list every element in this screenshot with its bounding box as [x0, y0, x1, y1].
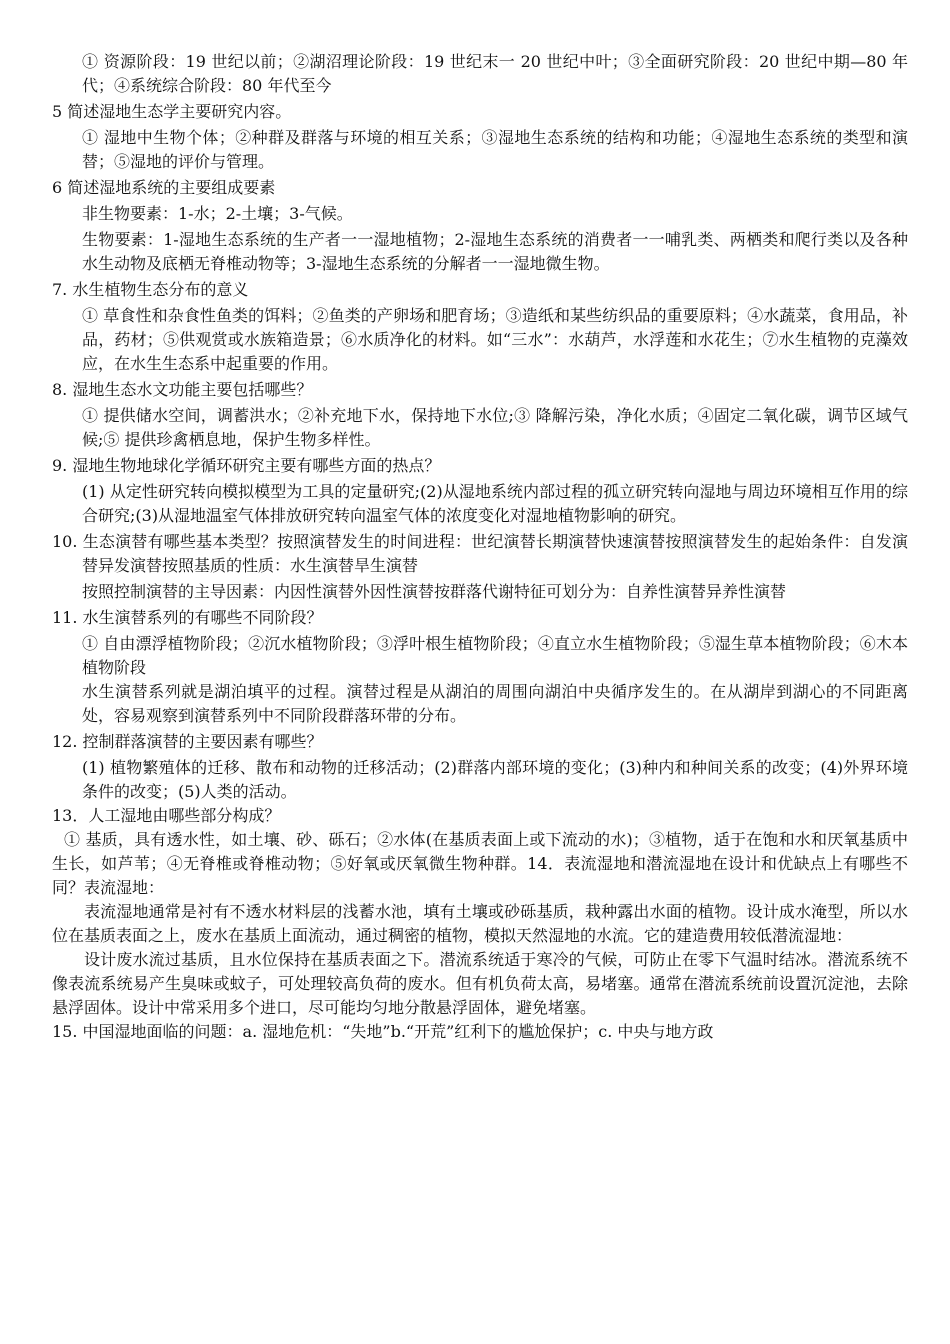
answer-6-abiotic: 非生物要素：1-水；2-土壤；3-气候。	[82, 204, 353, 223]
answer-6-biotic: 生物要素：1-湿地生态系统的生产者一一湿地植物；2-湿地生态系统的消费者一一哺乳类、两栖类和爬行类以及各种水生动物及底栖无脊椎动物等；3-湿地生态系统的分解者一一湿地微生物。	[82, 230, 908, 273]
question-6: 6 简述湿地系统的主要组成要素	[52, 178, 276, 197]
question-15: 15. 中国湿地面临的问题：a. 湿地危机：“失地”b.“开荒”红利下的尴尬保护；c. 中央与地方政	[52, 1022, 714, 1041]
answer-13: ① 基质，具有透水性，如土壤、砂、砾石；②水体(在基质表面上或下流动的水)；③植物，适于在饱和水和厌氧基质中生长，如芦苇；④无脊椎或脊椎动物；⑤好氧或厌氧微生物种群。14．表流湿地和潜流湿地在设计和优缺点上有哪些不同？表流湿地：	[52, 830, 908, 897]
question-7: 7. 水生植物生态分布的意义	[52, 280, 249, 299]
answer-8: ① 提供储水空间，调蓄洪水；②补充地下水，保持地下水位;③ 降解污染，净化水质；④固定二氧化碳，调节区域气候;⑤ 提供珍禽栖息地，保护生物多样性。	[82, 406, 908, 449]
question-12: 12. 控制群落演替的主要因素有哪些？	[52, 732, 323, 751]
answer-11-description: 水生演替系列就是湖泊填平的过程。演替过程是从湖泊的周围向湖泊中央循序发生的。在从湖岸到湖心的不同距离处，容易观察到演替系列中不同阶段群落环带的分布。	[82, 682, 908, 725]
answer-11-stages: ① 自由漂浮植物阶段；②沉水植物阶段；③浮叶根生植物阶段；④直立水生植物阶段；⑤湿生草本植物阶段；⑥木本植物阶段	[82, 634, 908, 677]
question-13: 13．人工湿地由哪些部分构成？	[52, 806, 281, 825]
answer-5: ① 湿地中生物个体；②种群及群落与环境的相互关系；③湿地生态系统的结构和功能；④湿地生态系统的类型和演替；⑤湿地的评价与管理。	[82, 128, 908, 171]
answer-14-surface-flow: 表流湿地通常是衬有不透水材料层的浅蓄水池，填有土壤或砂砾基质，栽种露出水面的植物。设计成水淹型，所以水位在基质表面之上，废水在基质上面流动，通过稠密的植物，模拟天然湿地的水流。它的建造费用较低潜流湿地：	[52, 902, 908, 945]
answer-14-subsurface-flow: 设计废水流过基质，且水位保持在基质表面之下。潜流系统适于寒冷的气候，可防止在零下气温时结冰。潜流系统不像表流系统易产生臭味或蚊子，可处理较高负荷的废水。但有机负荷太高，易堵塞。通常在潜流系统前设置沉淀池，去除悬浮固体。设计中常采用多个进口，尽可能均匀地分散悬浮固体，避免堵塞。	[52, 950, 908, 1017]
question-5: 5 简述湿地生态学主要研究内容。	[52, 102, 292, 121]
answer-7: ① 草食性和杂食性鱼类的饵料；②鱼类的产卵场和肥育场；③造纸和某些纺织品的重要原料；④水蔬菜，食用品，补品，药材；⑤供观赏或水族箱造景；⑥水质净化的材料。如“三水”：水葫芦，水浮莲和水花生；⑦水生植物的克藻效应，在水生生态系中起重要的作用。	[82, 306, 908, 373]
answer-9: (1) 从定性研究转向模拟模型为工具的定量研究;(2)从湿地系统内部过程的孤立研究转向湿地与周边环境相互作用的综合研究;(3)从湿地温室气体排放研究转向温室气体的浓度变化对湿地植物影响的研究。	[82, 482, 908, 525]
question-8: 8. 湿地生态水文功能主要包括哪些？	[52, 380, 313, 399]
question-10: 10. 生态演替有哪些基本类型？按照演替发生的时间进程：世纪演替长期演替快速演替按照演替发生的起始条件：自发演替异发演替按照基质的性质：水生演替旱生演替	[52, 532, 908, 575]
answer-12: (1) 植物繁殖体的迁移、散布和动物的迁移活动；(2)群落内部环境的变化；(3)种内和种间关系的改变；(4)外界环境条件的改变；(5)人类的活动。	[82, 758, 908, 801]
question-9: 9. 湿地生物地球化学循环研究主要有哪些方面的热点？	[52, 456, 441, 475]
question-11: 11. 水生演替系列的有哪些不同阶段？	[52, 608, 323, 627]
document-page	[52, 50, 908, 1044]
answer-10: 按照控制演替的主导因素：内因性演替外因性演替按群落代谢特征可划分为：自养性演替异养性演替	[82, 582, 787, 601]
answer-4: ① 资源阶段：19 世纪以前；②湖沼理论阶段：19 世纪末一 20 世纪中叶；③全面研究阶段：20 世纪中期—80 年代；④系统综合阶段：80 年代至今	[82, 52, 908, 95]
